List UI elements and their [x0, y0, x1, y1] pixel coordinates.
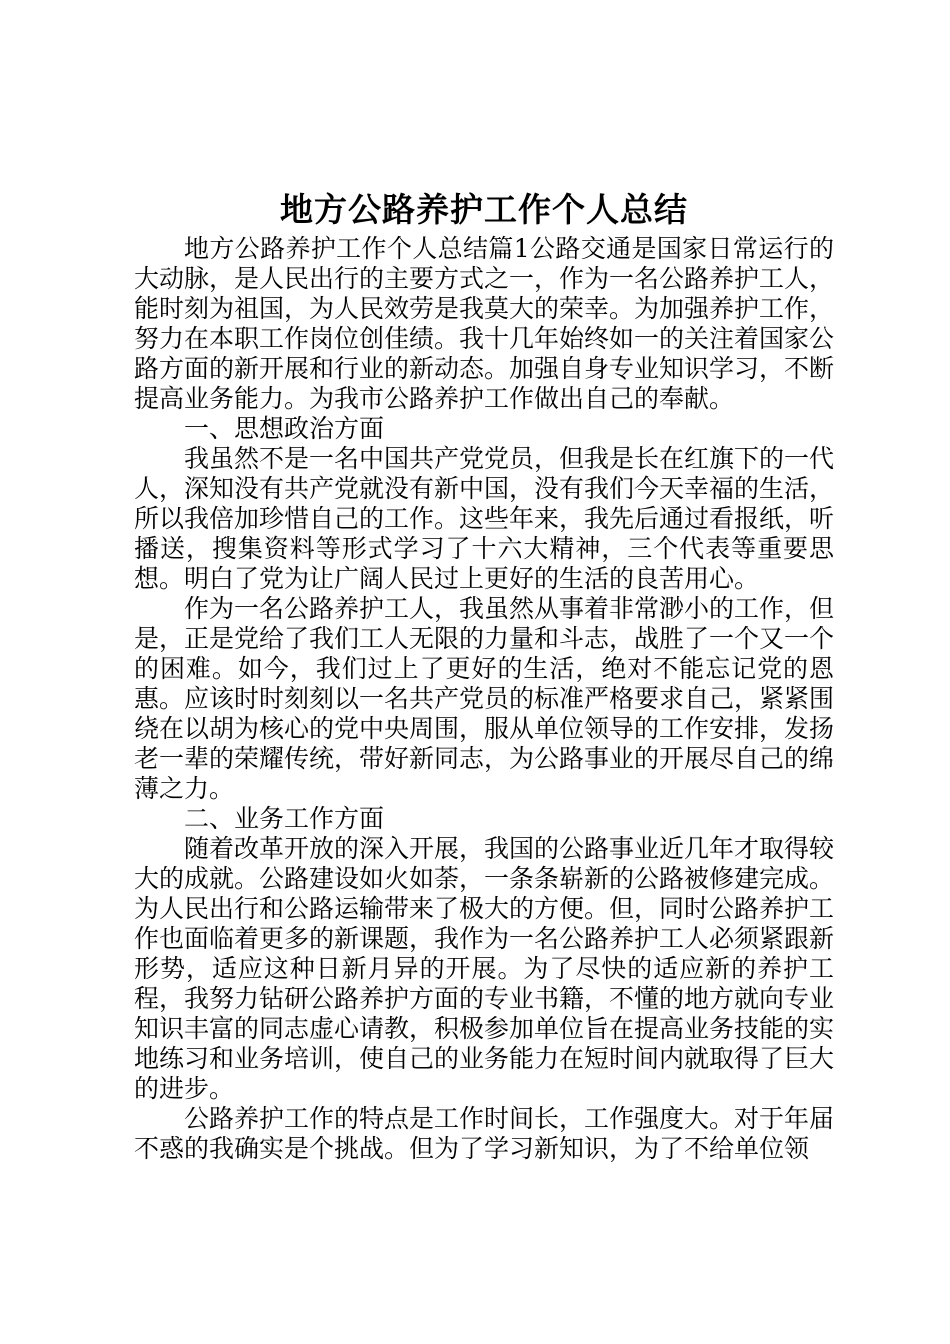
document-title: 地方公路养护工作个人总结: [280, 190, 688, 229]
document-page: [134, 188, 834, 1164]
paragraph-political-1: 我虽然不是一名中国共产党党员，但我是长在红旗下的一代人，深知没有共产党就没有新中国，没有我们今天幸福的生活，所以我倍加珍惜自己的工作。这些年来，我先后通过看报纸，听播送，搜集资料等形式学习了十六大精神，三个代表等重要思想。明白了党为让广阔人民过上更好的生活的良苦用心。: [134, 444, 835, 593]
section-heading-business: 二、业务工作方面: [184, 804, 385, 833]
paragraph-intro: 地方公路养护工作个人总结篇1公路交通是国家日常运行的大动脉，是人民出行的主要方式之一，作为一名公路养护工人，能时刻为祖国，为人民效劳是我莫大的荣幸。为加强养护工作，努力在本职工作岗位创佳绩。我十几年始终如一的关注着国家公路方面的新开展和行业的新动态。加强自身专业知识学习，不断提高业务能力。为我市公路养护工作做出自己的奉献。: [134, 234, 835, 413]
paragraph-political-2: 作为一名公路养护工人，我虽然从事着非常渺小的工作，但是，正是党给了我们工人无限的力量和斗志，战胜了一个又一个的困难。如今，我们过上了更好的生活，绝对不能忘记党的恩惠。应该时时刻刻以一名共产党员的标准严格要求自己，紧紧围绕在以胡为核心的党中央周围，服从单位领导的工作安排，发扬老一辈的荣耀传统，带好新同志，为公路事业的开展尽自己的绵薄之力。: [134, 594, 835, 803]
paragraph-business-1: 随着改革开放的深入开展，我国的公路事业近几年才取得较大的成就。公路建设如火如荼，一条条崭新的公路被修建完成。为人民出行和公路运输带来了极大的方便。但，同时公路养护工作也面临着更多的新课题，我作为一名公路养护工人必须紧跟新形势，适应这种日新月异的开展。为了尽快的适应新的养护工程，我努力钻研公路养护方面的专业书籍，不懂的地方就向专业知识丰富的同志虚心请教，积极参加单位旨在提高业务技能的实地练习和业务培训，使自己的业务能力在短时间内就取得了巨大的进步。: [134, 834, 835, 1103]
section-heading-political: 一、思想政治方面: [184, 414, 385, 443]
paragraph-business-2: 公路养护工作的特点是工作时间长，工作强度大。对于年届不惑的我确实是个挑战。但为了学习新知识，为了不给单位领: [134, 1104, 835, 1163]
